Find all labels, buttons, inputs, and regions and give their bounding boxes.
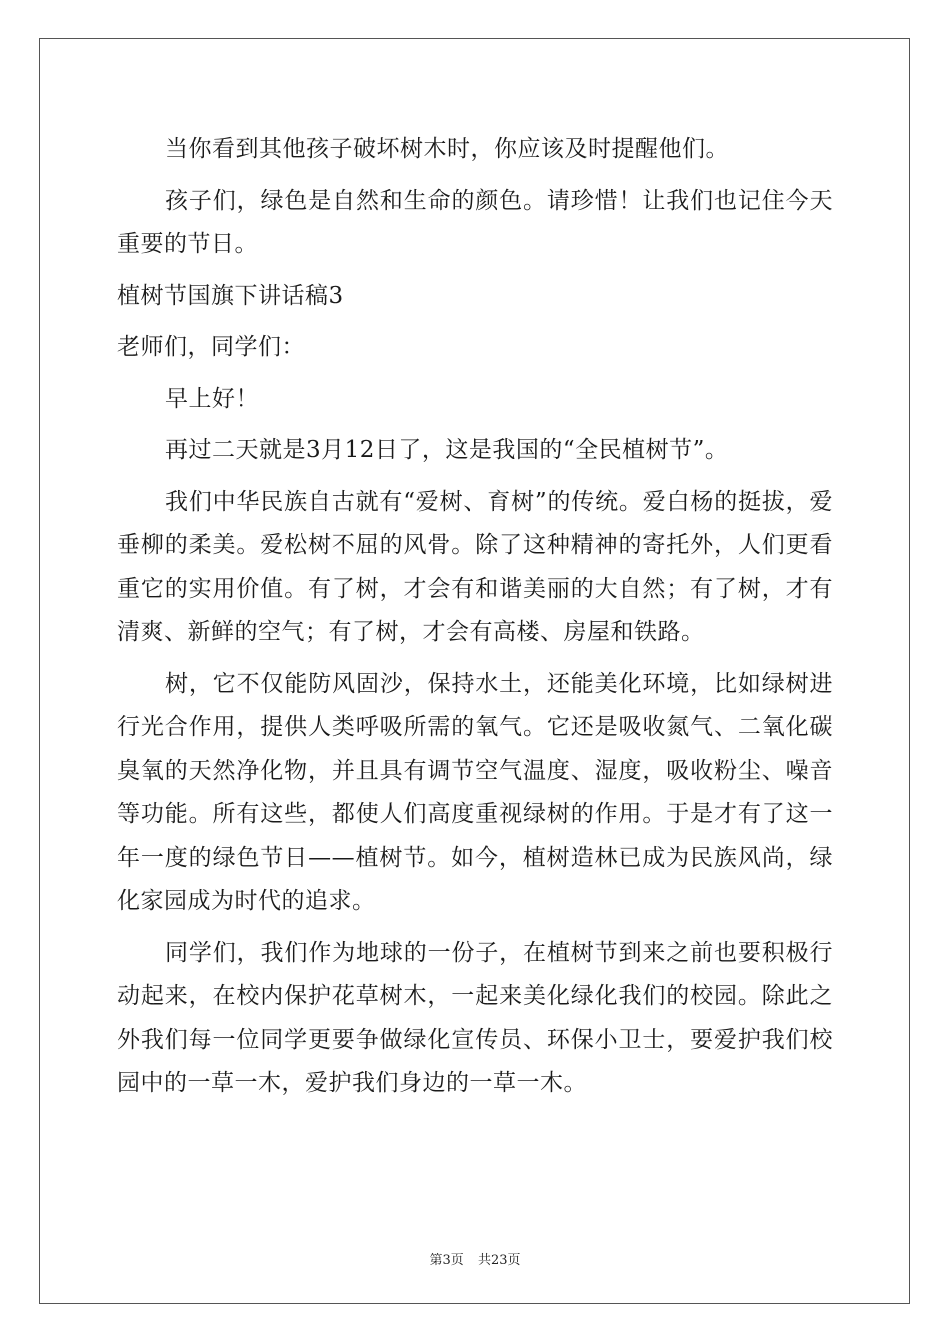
- total-pages-label: 共23页: [477, 1253, 521, 1268]
- section-heading: 植树节国旗下讲话稿3: [117, 282, 344, 309]
- page-footer: [0, 1249, 950, 1268]
- greeting: 早上好！: [165, 385, 259, 412]
- paragraph: 再过二天就是3月12日了，这是我国的“全民植树节”。: [165, 437, 729, 463]
- paragraph: 当你看到其他孩子破坏树木时，你应该及时提醒他们。: [165, 136, 729, 162]
- document-body: [117, 128, 833, 1114]
- paragraph: 树，它不仅能防风固沙，保持水土，还能美化环境，比如绿树进行光合作用，提供人类呼吸所需的氧气。它还是吸收氮气、二氧化碳臭氧的天然净化物，并且具有调节空气温度、湿度，吸收粉尘、噪音等功能。所有这些，都使人们高度重视绿树的作用。于是才有了这一年一度的绿色节日——植树节。如今，植树造林已成为民族风尚，绿化家园成为时代的追求。: [117, 670, 833, 914]
- paragraph: 同学们，我们作为地球的一份子，在植树节到来之前也要积极行动起来，在校内保护花草树木，一起来美化绿化我们的校园。除此之外我们每一位同学更要争做绿化宣传员、环保小卫士，要爱护我们校园中的一草一木，爱护我们身边的一草一木。: [117, 939, 833, 1096]
- salutation: 老师们，同学们：: [117, 334, 305, 360]
- paragraph: 我们中华民族自古就有“爱树、育树”的传统。爱白杨的挺拔，爱垂柳的柔美。爱松树不屈的风骨。除了这种精神的寄托外，人们更看重它的实用价值。有了树，才会有和谐美丽的大自然；有了树，才有清爽、新鲜的空气；有了树，才会有高楼、房屋和铁路。: [117, 488, 833, 645]
- current-page-label: 第3页: [429, 1253, 464, 1268]
- paragraph: 孩子们，绿色是自然和生命的颜色。请珍惜！让我们也记住今天重要的节日。: [117, 187, 833, 257]
